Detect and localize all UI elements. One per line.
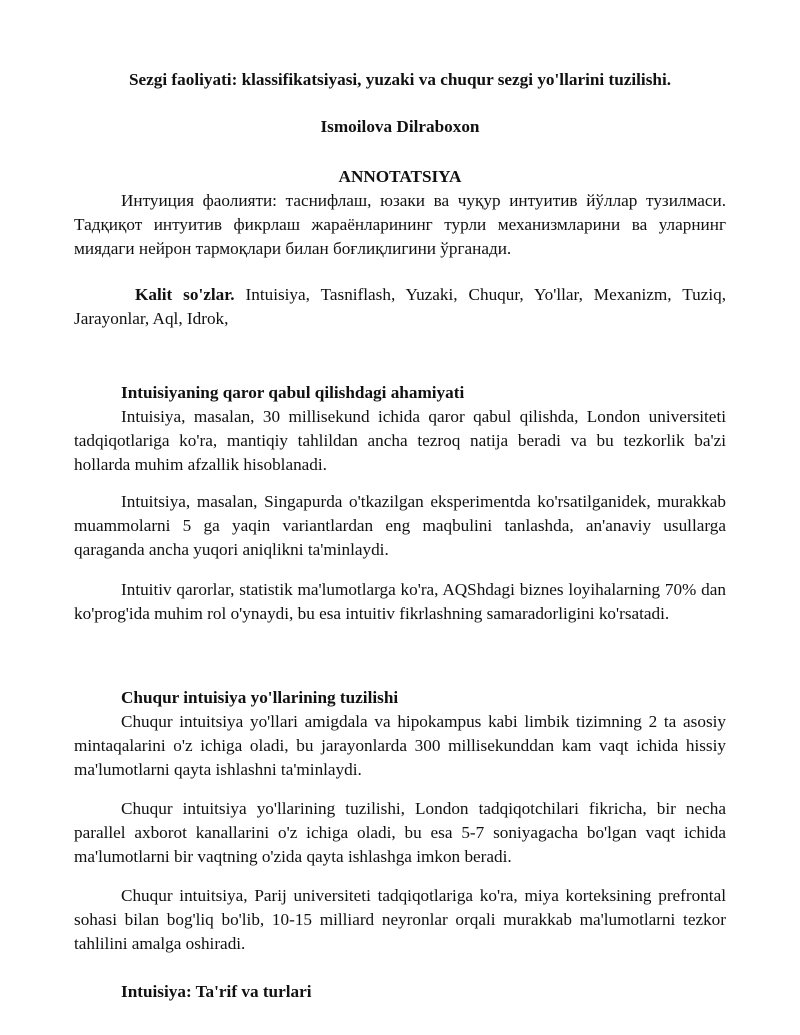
section-heading: Intuisiya: Ta'rif va turlari <box>121 982 312 1001</box>
section-paragraph: Chuqur intuitsiya, Parij universiteti tadqiqotlariga ko'ra, miya korteksining prefrontal sohasi bilan bog'liq bo'lib, 10-15 milliard neyronlar orqali murakkab ma'lumotlarni tezkor tahlilini amalga oshiradi. <box>74 886 726 953</box>
section-paragraph: Chuqur intuitsiya yo'llarining tuzilishi, London tadqiqotchilari fikricha, bir necha parallel axborot kanallarini o'z ichiga oladi, bu esa 5-7 soniyagacha bo'lgan vaqt ichida ma'lumotlarni bir vaqtning o'zida qayta ishlashga imkon beradi. <box>74 799 726 866</box>
author-name: Ismoilova Dilraboxon <box>320 117 480 136</box>
section-paragraph: Intuisiya, masalan, 30 millisekund ichida qaror qabul qilishda, London universiteti tadqiqotlariga ko'ra, mantiqiy tahlildan ancha tezroq natija beradi va bu tezkorlik ba'zi hollarda muhim afzallik hisoblanadi. <box>74 407 726 474</box>
section-heading: Intuisiyaning qaror qabul qilishdagi ahamiyati <box>121 383 465 402</box>
keywords-paragraph <box>74 283 726 331</box>
annotation-heading: ANNOTATSIYA <box>338 167 462 186</box>
section-heading: Chuqur intuisiya yo'llarining tuzilishi <box>121 688 399 707</box>
document-title: Sezgi faoliyati: klassifikatsiyasi, yuzaki va chuqur sezgi yo'llarini tuzilishi. <box>128 70 672 89</box>
annotation-text: Интуиция фаолияти: таснифлаш, юзаки ва чуқур интуитив йўллар тузилмаси. Тадқиқот интуитив фикрлаш жараёнларининг турли механизмларини ва уларнинг миядаги нейрон тармоқлари билан боғлиқлигини ўрганади. <box>74 191 726 258</box>
keywords-label: Kalit so'zlar. <box>135 285 235 304</box>
section-paragraph: Chuqur intuitsiya yo'llari amigdala va hipokampus kabi limbik tizimning 2 ta asosiy mintaqalarini o'z ichiga oladi, bu jarayonlarda 300 millisekunddan kam vaqt ichida hissiy ma'lumotlarni qayta ishlashni ta'minlaydi. <box>74 712 726 779</box>
section-paragraph: Intuitsiya, masalan, Singapurda o'tkazilgan eksperimentda ko'rsatilganidek, murakkab muammolarni 5 ga yaqin variantlardan eng maqbulini tanlashda, an'anaviy usullarga qaraganda ancha yuqori aniqlikni ta'minlaydi. <box>74 492 726 559</box>
section-paragraph: Intuitiv qarorlar, statistik ma'lumotlarga ko'ra, AQShdagi biznes loyihalarning 70% dan ko'prog'ida muhim rol o'ynaydi, bu esa intuitiv fikrlashning samaradorligini ko'rsatadi. <box>74 580 726 623</box>
keywords-list: Intuisiya, Tasniflash, Yuzaki, Chuqur, Yo'llar, Mexanizm, Tuziq, Jarayonlar, Aql, Idrok, <box>74 285 727 328</box>
